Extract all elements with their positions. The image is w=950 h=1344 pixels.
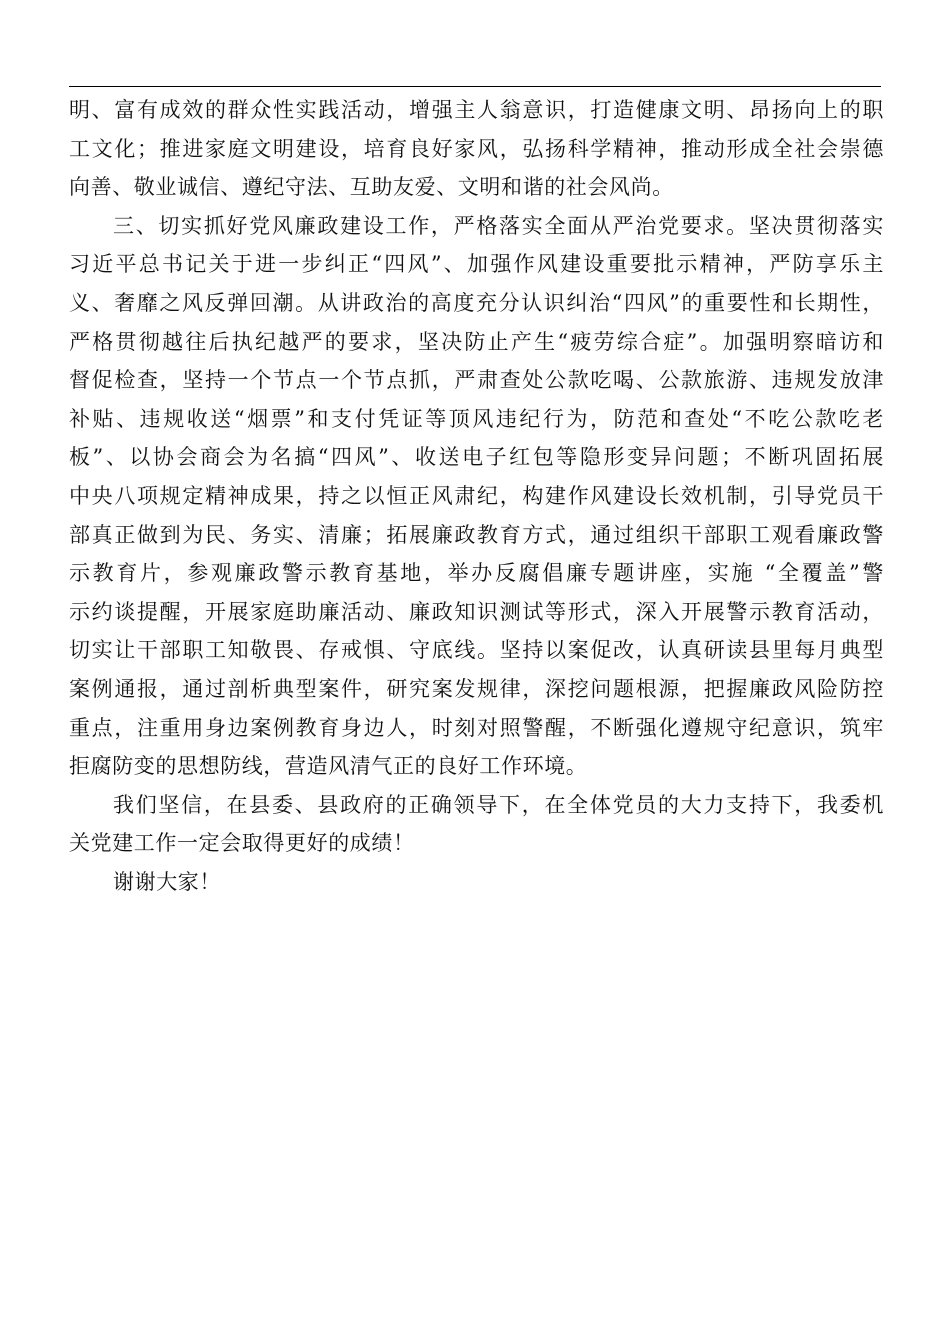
text-line: 部真正做到为民、务实、清廉；拓展廉政教育方式，通过组织干部职工观看廉政警 bbox=[69, 522, 884, 547]
thanks-line: 谢谢大家！ bbox=[113, 869, 221, 894]
text-line: 工文化；推进家庭文明建设，培育良好家风，弘扬科学精神，推动形成全社会崇德 bbox=[69, 136, 884, 161]
text-line: 示约谈提醒，开展家庭助廉活动、廉政知识测试等形式，深入开展警示教育活动， bbox=[69, 599, 884, 624]
text-line: 切实让干部职工知敬畏、存戒惧、守底线。坚持以案促改，认真研读县里每月典型 bbox=[69, 638, 884, 663]
section-three-heading-line: 三、切实抓好党风廉政建设工作，严格落实全面从严治党要求。坚决贯彻落实 bbox=[113, 213, 884, 238]
text-line: 义、奢靡之风反弹回潮。从讲政治的高度充分认识纠治“四风”的重要性和长期性， bbox=[69, 290, 884, 315]
text-line: 板”、以协会商会为名搞“四风”、收送电子红包等隐形变异问题；不断巩固拓展 bbox=[69, 445, 884, 470]
header-rule bbox=[69, 86, 881, 87]
text-line: 向善、敬业诚信、遵纪守法、互助友爱、文明和谐的社会风尚。 bbox=[69, 175, 674, 200]
text-line: 中央八项规定精神成果，持之以恒正风肃纪，构建作风建设长效机制，引导党员干 bbox=[69, 483, 884, 508]
text-line: 督促检查，坚持一个节点一个节点抓，严肃查处公款吃喝、公款旅游、违规发放津 bbox=[69, 368, 884, 393]
text-line: 严格贯彻越往后执纪越严的要求，坚决防止产生“疲劳综合症”。加强明察暗访和 bbox=[69, 329, 884, 354]
text-line: 拒腐防变的思想防线，营造风清气正的良好工作环境。 bbox=[69, 754, 588, 779]
document-body bbox=[69, 91, 884, 901]
text-line: 习近平总书记关于进一步纠正“四风”、加强作风建设重要批示精神，严防享乐主 bbox=[69, 252, 884, 277]
text-line: 案例通报，通过剖析典型案件，研究案发规律，深挖问题根源，把握廉政风险防控 bbox=[69, 676, 884, 701]
text-line: 示教育片，参观廉政警示教育基地，举办反腐倡廉专题讲座，实施 “全覆盖”警 bbox=[69, 561, 884, 586]
text-line: 关党建工作一定会取得更好的成绩！ bbox=[69, 831, 415, 856]
closing-paragraph-line: 我们坚信，在县委、县政府的正确领导下，在全体党员的大力支持下，我委机 bbox=[113, 792, 884, 817]
text-line: 重点，注重用身边案例教育身边人，时刻对照警醒，不断强化遵规守纪意识，筑牢 bbox=[69, 715, 884, 740]
text-line: 补贴、违规收送“烟票”和支付凭证等顶风违纪行为，防范和查处“不吃公款吃老 bbox=[69, 406, 884, 431]
text-line: 明、富有成效的群众性实践活动，增强主人翁意识，打造健康文明、昂扬向上的职 bbox=[69, 98, 884, 122]
